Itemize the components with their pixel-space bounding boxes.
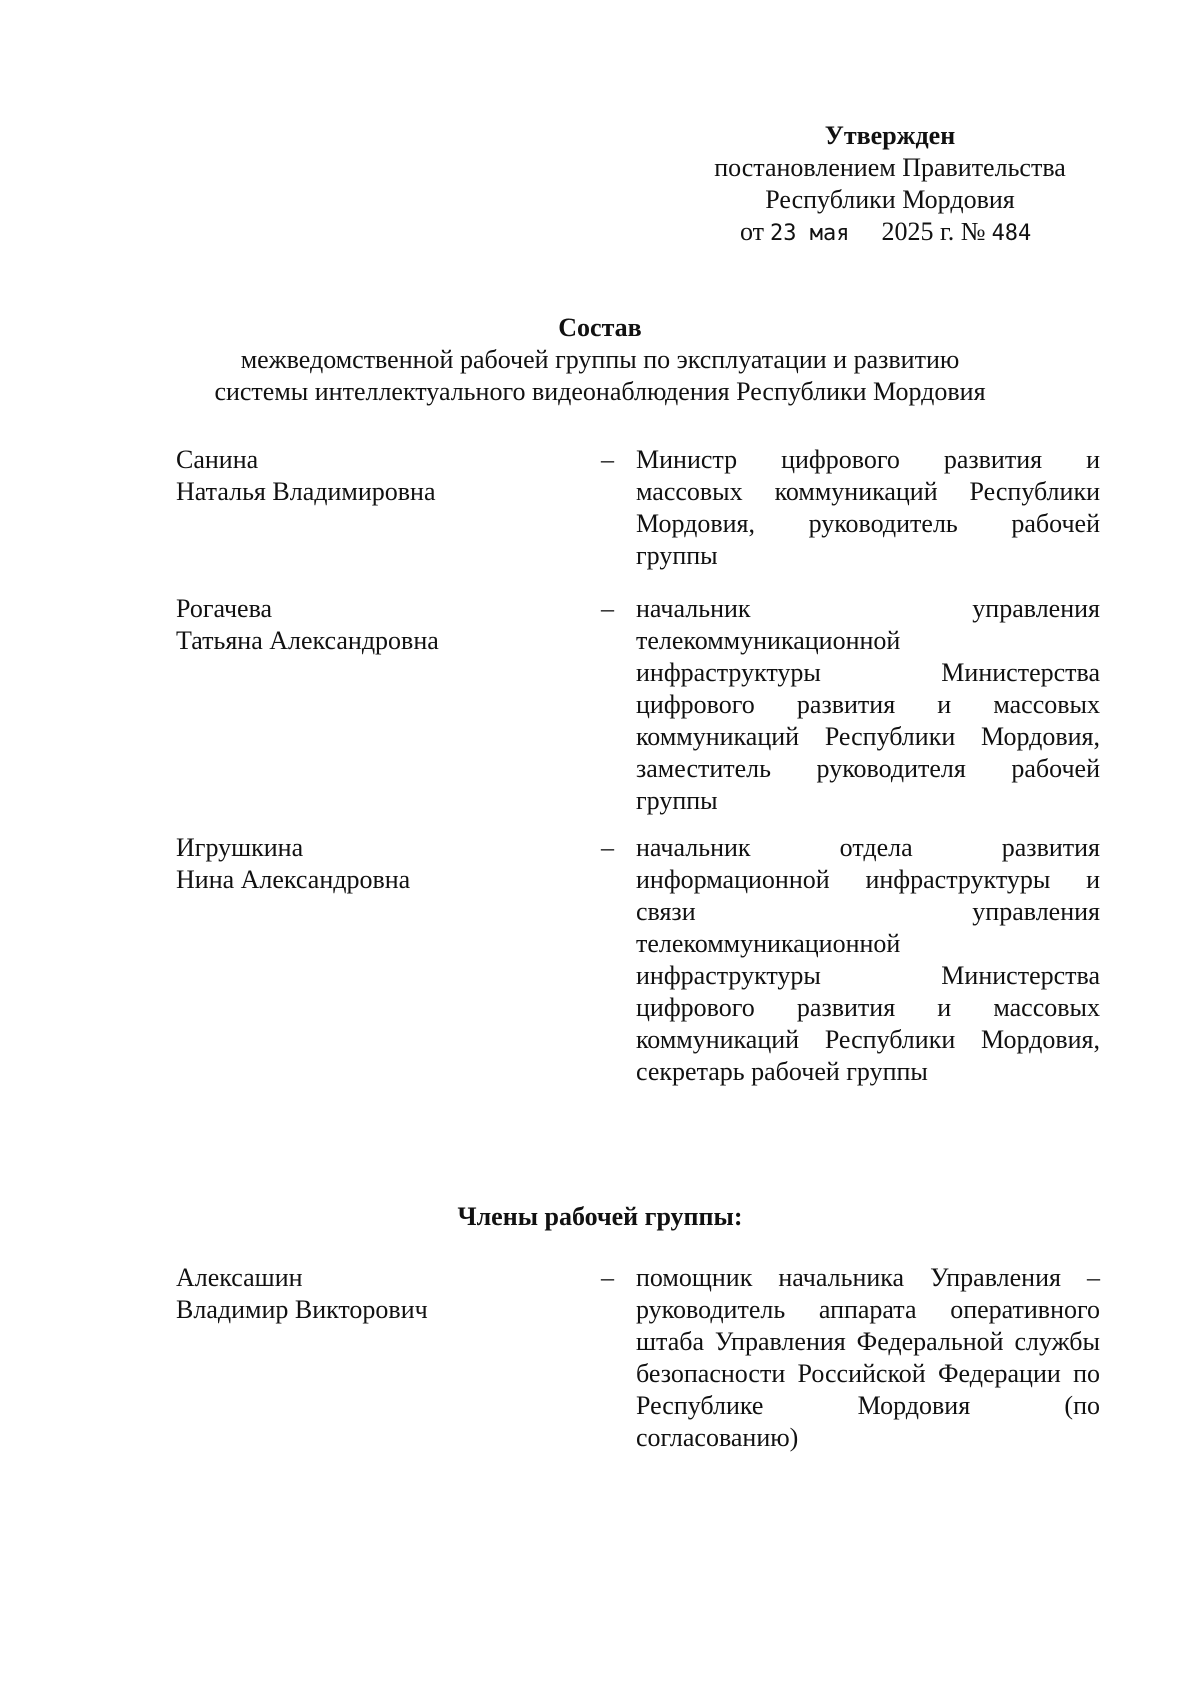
role-line: телекоммуникационной <box>636 626 901 655</box>
decree-number: 484 <box>991 221 1032 246</box>
role-line: руководитель аппарата оперативного <box>636 1295 1100 1324</box>
date-day-month: 23 мая <box>770 221 850 246</box>
role-line: информационной инфраструктуры и <box>636 865 1100 894</box>
member-name <box>176 832 556 896</box>
document-title <box>100 312 1100 408</box>
role-line: Мордовия, руководитель рабочей <box>636 509 1100 538</box>
member-role <box>636 1262 1100 1454</box>
role-line: секретарь рабочей группы <box>636 1057 928 1086</box>
role-line: согласованию) <box>636 1423 799 1452</box>
role-line: группы <box>636 786 718 815</box>
approval-line-1: постановлением Правительства <box>714 153 1066 182</box>
role-line: группы <box>636 541 718 570</box>
role-line: начальник управления <box>636 594 1100 623</box>
document-subtitle-line-2: системы интеллектуального видеонаблюдения Республики Мордовия <box>214 377 986 406</box>
role-line: массовых коммуникаций Республики <box>636 477 1100 506</box>
document-heading: Состав <box>558 313 642 342</box>
approval-line-2: Республики Мордовия <box>765 185 1015 214</box>
member-surname: Алексашин <box>176 1263 303 1292</box>
approval-stamp <box>690 120 1090 250</box>
member-given-names: Татьяна Александровна <box>176 626 439 655</box>
date-year: 2025 г. № <box>881 217 986 246</box>
dash-separator: – <box>601 445 614 474</box>
member-role <box>636 832 1100 1088</box>
role-line: Министр цифрового развития и <box>636 445 1100 474</box>
member-name <box>176 593 556 657</box>
role-line: телекоммуникационной <box>636 929 901 958</box>
role-line: помощник начальника Управления – <box>636 1263 1100 1292</box>
role-line: инфраструктуры Министерства <box>636 658 1100 687</box>
dash-separator: – <box>601 1263 614 1292</box>
role-line: коммуникаций Республики Мордовия, <box>636 722 1100 751</box>
member-role <box>636 444 1100 572</box>
member-given-names: Наталья Владимировна <box>176 477 436 506</box>
members-heading: Члены рабочей группы: <box>457 1202 743 1231</box>
role-line: безопасности Российской Федерации по <box>636 1359 1100 1388</box>
dash-separator: – <box>601 594 614 623</box>
role-line: связи управления <box>636 897 1100 926</box>
role-line: заместитель руководителя рабочей <box>636 754 1100 783</box>
role-line: инфраструктуры Министерства <box>636 961 1100 990</box>
role-line: коммуникаций Республики Мордовия, <box>636 1025 1100 1054</box>
member-surname: Санина <box>176 445 259 474</box>
role-line: начальник отдела развития <box>636 833 1100 862</box>
date-prefix: от <box>740 217 765 246</box>
member-role <box>636 593 1100 817</box>
member-surname: Игрушкина <box>176 833 304 862</box>
approval-date-line <box>690 216 1090 250</box>
document-subtitle-line-1: межведомственной рабочей группы по эксплуатации и развитию <box>240 345 960 374</box>
member-given-names: Нина Александровна <box>176 865 411 894</box>
role-line: штаба Управления Федеральной службы <box>636 1327 1100 1356</box>
member-surname: Рогачева <box>176 594 273 623</box>
member-given-names: Владимир Викторович <box>176 1295 428 1324</box>
member-name <box>176 1262 556 1326</box>
approval-title: Утвержден <box>824 121 956 150</box>
member-name <box>176 444 556 508</box>
dash-separator: – <box>601 833 614 862</box>
role-line: цифрового развития и массовых <box>636 690 1100 719</box>
role-line: Республике Мордовия (по <box>636 1391 1100 1420</box>
role-line: цифрового развития и массовых <box>636 993 1100 1022</box>
